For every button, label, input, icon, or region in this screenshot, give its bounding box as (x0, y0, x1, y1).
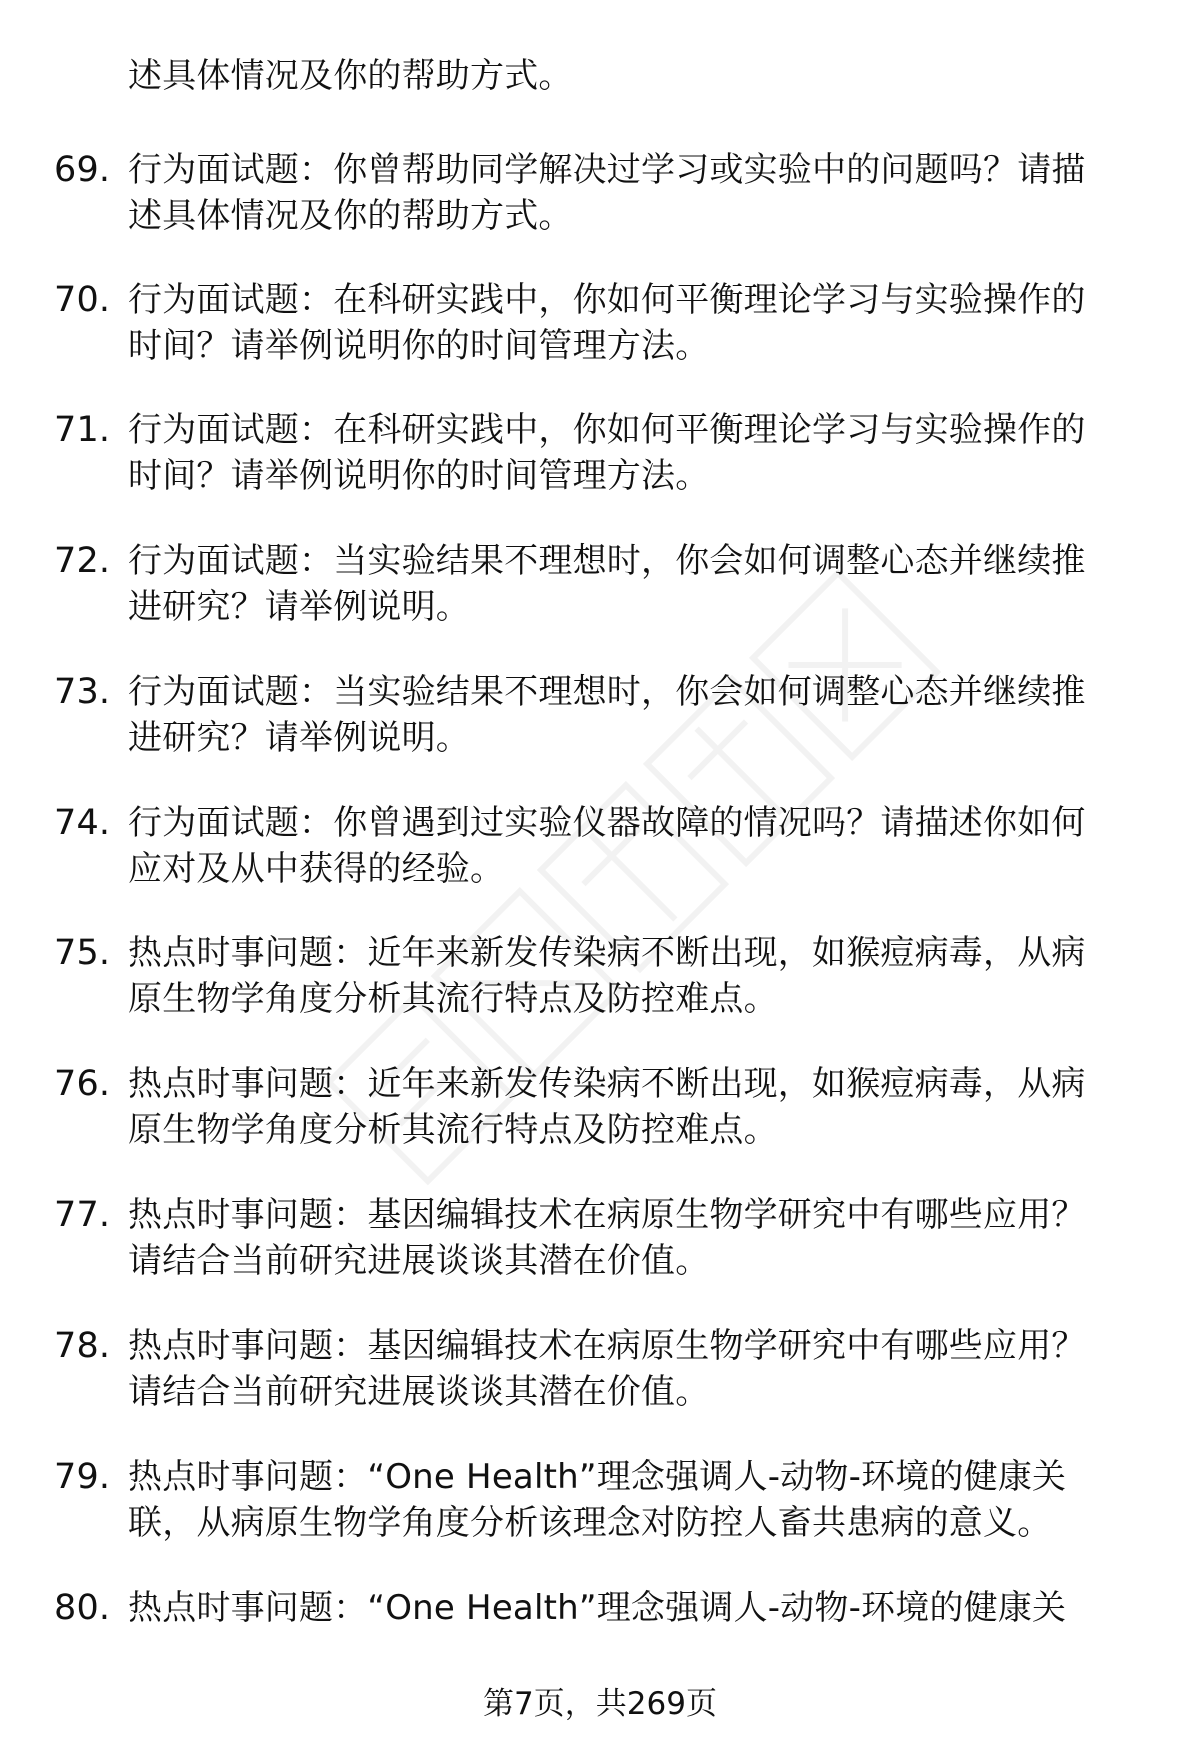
question-text: 热点时事问题：“One Health”理念强调人-动物-环境的健康关 (128, 1588, 1067, 1628)
question-text: 热点时事问题：基因编辑技术在病原生物学研究中有哪些应用？ (128, 1195, 1086, 1235)
question-text: 行为面试题：当实验结果不理想时，你会如何调整心态并继续推 (128, 541, 1086, 581)
question-text: 时间？请举例说明你的时间管理方法。 (128, 456, 710, 496)
question-text: 行为面试题：你曾帮助同学解决过学习或实验中的问题吗？请描 (128, 150, 1086, 190)
question-number: 78. (54, 1326, 111, 1366)
question-text: 述具体情况及你的帮助方式。 (128, 196, 573, 236)
question-number: 75. (54, 933, 111, 973)
question-text: 热点时事问题：“One Health”理念强调人-动物-环境的健康关 (128, 1457, 1067, 1497)
question-text: 行为面试题：在科研实践中，你如何平衡理论学习与实验操作的 (128, 280, 1086, 320)
question-number: 77. (54, 1195, 111, 1235)
question-text: 热点时事问题：近年来新发传染病不断出现，如猴痘病毒，从病 (128, 1064, 1086, 1104)
question-text: 述具体情况及你的帮助方式。 (128, 56, 573, 96)
question-text: 联，从病原生物学角度分析该理念对防控人畜共患病的意义。 (128, 1503, 1052, 1543)
question-number: 69. (54, 150, 111, 190)
question-text: 请结合当前研究进展谈谈其潜在价值。 (128, 1241, 710, 1281)
question-text: 进研究？请举例说明。 (128, 587, 470, 627)
question-number: 80. (54, 1588, 111, 1628)
question-text: 行为面试题：在科研实践中，你如何平衡理论学习与实验操作的 (128, 410, 1086, 450)
question-number: 72. (54, 541, 111, 581)
question-number: 74. (54, 803, 111, 843)
question-text: 应对及从中获得的经验。 (128, 849, 505, 889)
question-text: 热点时事问题：基因编辑技术在病原生物学研究中有哪些应用？ (128, 1326, 1086, 1366)
question-text: 请结合当前研究进展谈谈其潜在价值。 (128, 1372, 710, 1412)
question-text: 原生物学角度分析其流行特点及防控难点。 (128, 979, 778, 1019)
question-number: 70. (54, 280, 111, 320)
question-number: 71. (54, 410, 111, 450)
question-number: 76. (54, 1064, 111, 1104)
question-text: 热点时事问题：近年来新发传染病不断出现，如猴痘病毒，从病 (128, 933, 1086, 973)
question-text: 行为面试题：当实验结果不理想时，你会如何调整心态并继续推 (128, 672, 1086, 712)
question-text: 原生物学角度分析其流行特点及防控难点。 (128, 1110, 778, 1150)
question-number: 79. (54, 1457, 111, 1497)
page-footer: 第7页，共269页 (483, 1686, 717, 1722)
question-text: 时间？请举例说明你的时间管理方法。 (128, 326, 710, 366)
question-text: 进研究？请举例说明。 (128, 718, 470, 758)
question-number: 73. (54, 672, 111, 712)
question-text: 行为面试题：你曾遇到过实验仪器故障的情况吗？请描述你如何 (128, 803, 1086, 843)
